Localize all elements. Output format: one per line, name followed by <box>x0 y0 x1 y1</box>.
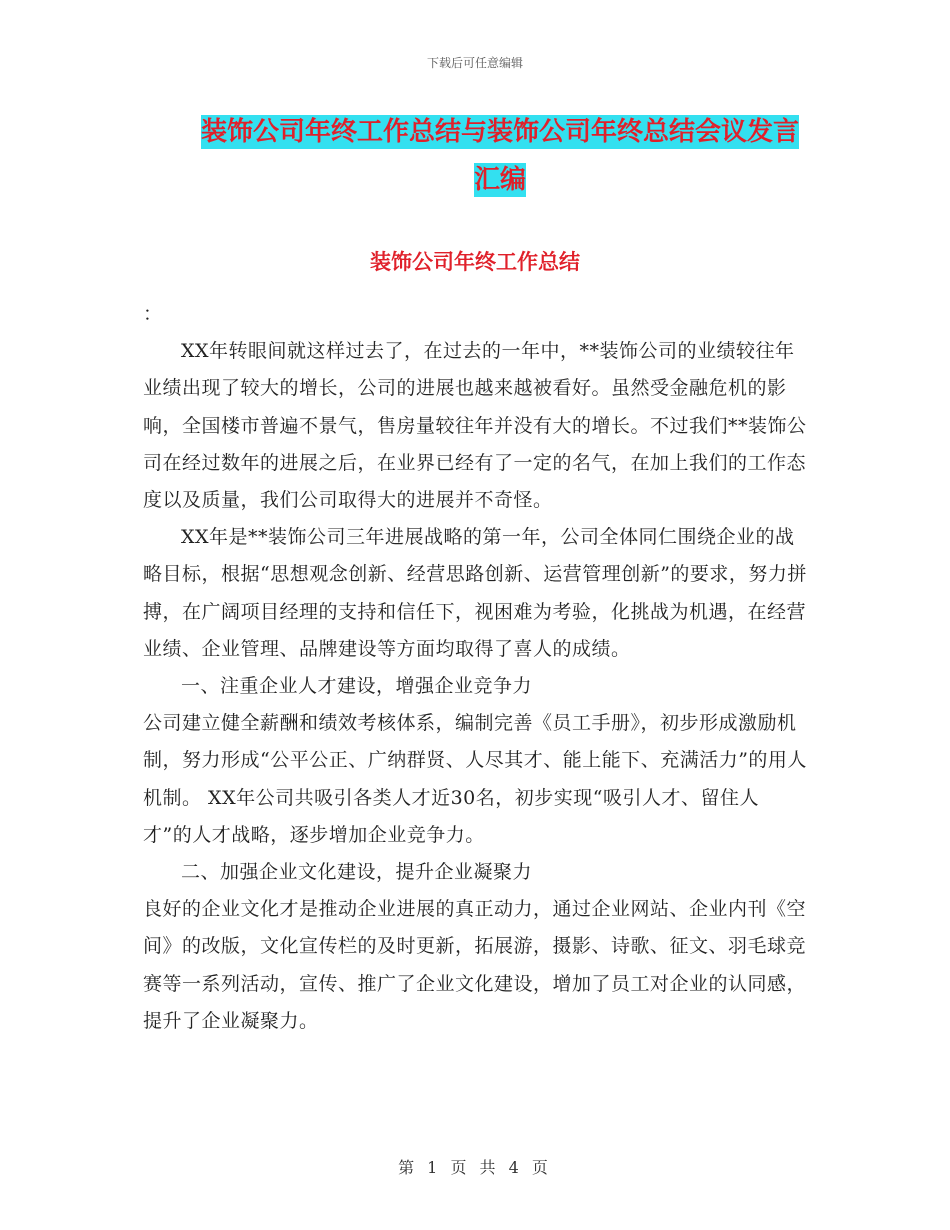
subheading-talent: 一、注重企业人才建设，增强企业竞争力 <box>181 675 533 698</box>
section-title: 装饰公司年终工作总结 <box>370 250 580 274</box>
document-title-line2: 汇编 <box>473 165 526 195</box>
document-title <box>190 108 810 204</box>
subheading-culture: 二、加强企业文化建设，提升企业凝聚力 <box>181 861 533 884</box>
header-note: 下载后可任意编辑 <box>426 56 523 70</box>
document-title-line1: 装饰公司年终工作总结与装饰公司年终总结会议发言 <box>200 117 799 147</box>
paragraph-culture: 良好的企业文化才是推动企业进展的真正动力，通过企业网站、企业内刊《空间》的改版，文化宣传栏的及时更新，拓展游，摄影、诗歌、征文、羽毛球竞赛等一系列活动，宣传、推广了企业文化建设，增加了员工对企业的认同感，提升了企业凝聚力。 <box>143 898 807 1032</box>
paragraph-intro: XX年转眼间就这样过去了，在过去的一年中，**装饰公司的业绩较往年业绩出现了较大的增长，公司的进展也越来越被看好。虽然受金融危机的影响，全国楼市普遍不景气，售房量较往年并没有大的增长。不过我们**装饰公司在经过数年的进展之后，在业界已经有了一定的名气，在加上我们的工作态度以及质量，我们公司取得大的进展并不奇怪。 <box>143 340 807 512</box>
document-body <box>143 296 808 1040</box>
paragraph-strategy: XX年是**装饰公司三年进展战略的第一年，公司全体同仁围绕企业的战略目标，根据“思想观念创新、经营思路创新、运营管理创新”的要求，努力拼搏，在广阔项目经理的支持和信任下，视困难为考验，化挑战为机遇，在经营业绩、企业管理、品牌建设等方面均取得了喜人的成绩。 <box>143 526 807 660</box>
salutation: ： <box>143 303 163 325</box>
paragraph-talent: 公司建立健全薪酬和绩效考核体系，编制完善《员工手册》，初步形成激励机制，努力形成“公平公正、广纳群贤、人尽其才、能上能下、充满活力”的用人机制。 XX年公司共吸引各类人才近30名，初步实现“吸引人才、留住人才”的人才战略，逐步增加企业竞争力。 <box>143 712 807 846</box>
page-number: 第 1 页 共 4 页 <box>398 1158 552 1177</box>
